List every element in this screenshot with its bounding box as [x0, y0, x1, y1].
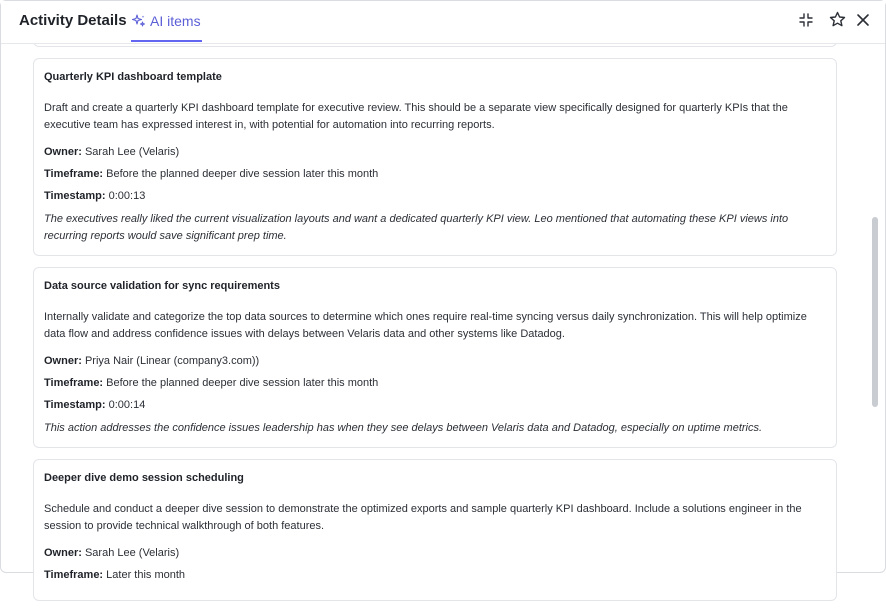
item-owner: Owner: Priya Nair (Linear (company3.com))	[44, 355, 260, 367]
tab-ai-items-label: AI items	[150, 12, 201, 29]
item-title: Deeper dive demo session scheduling	[44, 472, 244, 484]
sparkle-icon	[132, 14, 146, 28]
item-description: Internally validate and categorize the top data sources to determine which ones require real-time syncing versus daily synchronization. This will help optimize data flow and address confidence issues with delays between Velaris data and other systems like Datadog.	[44, 311, 807, 340]
list-item	[33, 58, 837, 256]
list-item	[33, 267, 837, 448]
close-button[interactable]	[853, 12, 873, 32]
panel-header	[1, 1, 885, 44]
item-owner: Owner: Sarah Lee (Velaris)	[44, 146, 180, 158]
item-title: Quarterly KPI dashboard template	[44, 71, 222, 83]
item-owner: Owner: Sarah Lee (Velaris)	[44, 547, 180, 559]
favorite-button[interactable]	[827, 12, 847, 32]
collapse-icon	[798, 12, 814, 33]
list-item	[33, 459, 837, 601]
collapse-button[interactable]	[796, 12, 816, 32]
item-timeframe: Timeframe: Before the planned deeper dive session later this month	[44, 168, 379, 180]
tab-ai-items[interactable]	[131, 1, 202, 42]
ai-items-list[interactable]	[1, 44, 885, 581]
item-description: Schedule and conduct a deeper dive session to demonstrate the optimized exports and sample quarterly KPI dashboard. Include a solutions engineer in the session to provide technical walkthrough of both features.	[44, 503, 802, 532]
item-description: Draft and create a quarterly KPI dashboard template for executive review. This should be a separate view specifically designed for quarterly KPIs that the executive team has expressed interest in, with potential for automation into recurring reports.	[44, 102, 788, 131]
item-timestamp: Timestamp: 0:00:13	[44, 190, 146, 202]
item-timeframe: Timeframe: Later this month	[44, 569, 186, 581]
item-note: This action addresses the confidence issues leadership has when they see delays between Velaris data and Datadog, especially on uptime metrics.	[44, 422, 763, 434]
star-icon	[829, 11, 846, 33]
scrollbar-thumb[interactable]	[872, 217, 878, 407]
item-note: The executives really liked the current visualization layouts and want a dedicated quarterly KPI view. Leo mentioned that automating these KPI views into recurring reports would save significant prep time.	[44, 213, 789, 242]
panel-title: Activity Details	[19, 12, 127, 29]
item-timestamp: Timestamp: 0:00:14	[44, 399, 146, 411]
item-timeframe: Timeframe: Before the planned deeper dive session later this month	[44, 377, 379, 389]
close-icon	[856, 13, 870, 32]
item-title: Data source validation for sync requirements	[44, 280, 280, 292]
